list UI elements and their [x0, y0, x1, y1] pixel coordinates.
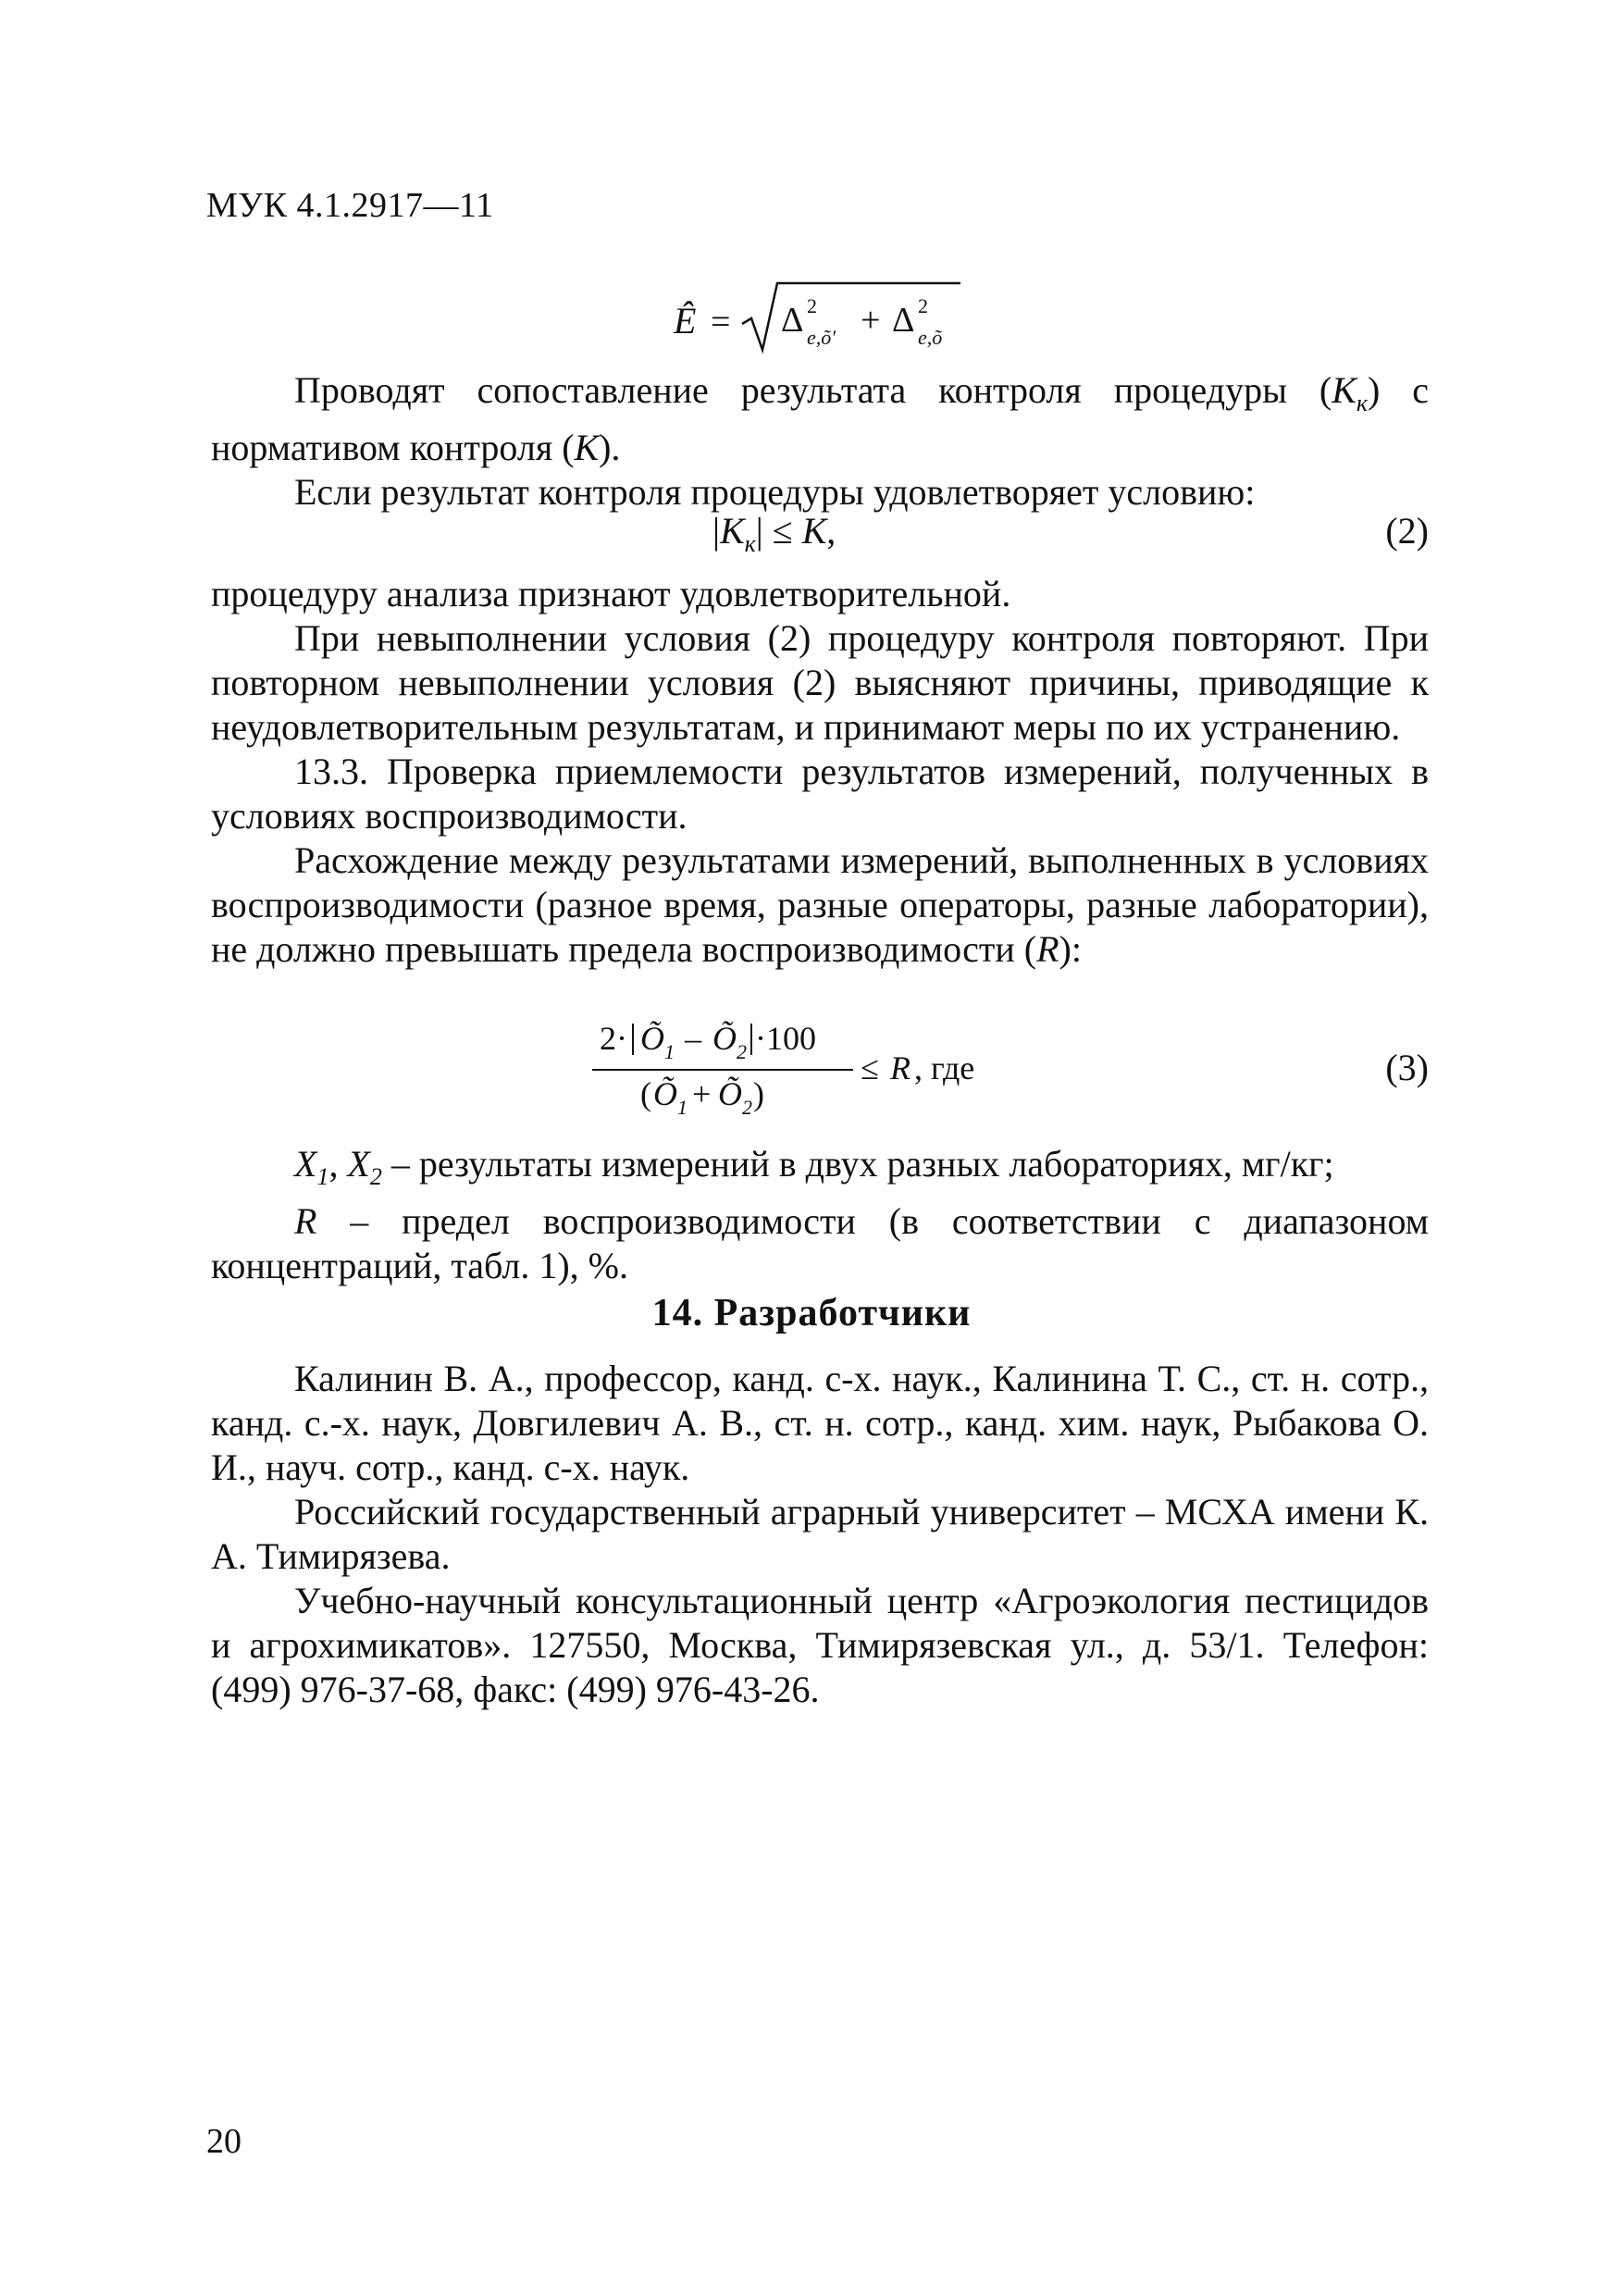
- equation-number-3: (3): [1385, 1047, 1429, 1088]
- paragraph-discrepancy: Расхождение между результатами измерений, выполненных в условиях воспроизводимости (разное время, разные операторы, разные лаборатории), не должно превышать предела воспроизводимости (R):: [211, 839, 1429, 970]
- formula3-o2-sub: 2: [737, 1040, 747, 1063]
- formula1-sup-2: 2: [918, 294, 928, 317]
- formula3-den-close: ): [753, 1075, 764, 1112]
- paragraph-13-3: 13.3. Проверка приемлемости результатов измерений, полученных в условиях воспроизводимости.: [211, 751, 1429, 837]
- text-block-1: [211, 368, 1429, 515]
- formula1-lhs: Ê: [674, 300, 697, 341]
- formula-error-estimate: [666, 276, 981, 359]
- text-block-3: [211, 1142, 1429, 1288]
- paragraph-university: Российский государственный аграрный университет – МСХА имени К. А. Тимирязева.: [211, 1491, 1429, 1577]
- paragraph-condition: Если результат контроля процедуры удовлетворяет условию:: [294, 471, 1256, 513]
- formula1-delta-2: Δ: [892, 301, 915, 340]
- formula3-den-o2-sub: 2: [742, 1096, 752, 1119]
- paragraph-r-definition: R – предел воспроизводимости (в соответствии с диапазоном концентраций, табл. 1), %.: [211, 1200, 1429, 1286]
- formula1-eq: =: [711, 303, 731, 341]
- equation-number-2: (2): [1385, 510, 1429, 552]
- section-title-developers: 14. Разработчики: [651, 1292, 972, 1334]
- paragraph-failure: При невыполнении условия (2) процедуру контроля повторяют. При повторном невыполнении условия (2) выясняют причины, приводящие к неудовлетворительным результатам, и принимают меры по их устранению.: [211, 617, 1429, 748]
- formula1-sub-1: е,õ′: [807, 326, 836, 349]
- text-block-developers: [211, 1357, 1429, 1712]
- paragraph-x-definition: $X_1$, $X_2$ – результаты измерений в двух разных лабораториях, мг/кг;: [294, 1143, 1334, 1190]
- document-code: МУК 4.1.2917—11: [206, 186, 494, 225]
- formula1-sup-1: 2: [807, 294, 817, 317]
- formula3-minus: –: [685, 1020, 701, 1057]
- formula3-num-suffix: ·100: [755, 1020, 816, 1057]
- formula3-den-o2: Õ: [718, 1075, 742, 1112]
- paragraph-center: Учебно-научный консультационный центр «Агроэкология пестицидов и агрохимикатов». 127550, Москва, Тимирязевская ул., д. 53/1. Телефон: (499) 976-37-68, факс: (499) 976-43-26.: [211, 1580, 1429, 1710]
- formula3-o2: Õ: [712, 1020, 737, 1057]
- paragraph-authors: Калинин В. А., профессор, канд. с-х. наук., Калинина Т. С., ст. н. сотр., канд. с.-х. наук, Довгилевич А. В., ст. н. сотр., канд. хим. наук, Рыбакова О. И., науч. сотр., канд. с-х. наук.: [211, 1358, 1429, 1488]
- formula3-den-o1-sub: 1: [677, 1096, 688, 1119]
- formula3-where: , где: [914, 1049, 975, 1086]
- formula3-o1-sub: 1: [664, 1040, 675, 1063]
- formula3-den-open: (: [640, 1075, 651, 1112]
- formula1-plus: +: [861, 301, 881, 340]
- formula3-den-o1: Õ: [653, 1075, 677, 1112]
- page-number: 20: [206, 2122, 242, 2161]
- formula-condition-2: $|К_к| \le К$,: [712, 510, 836, 557]
- formula-reproducibility-3: [588, 1009, 1014, 1129]
- formula3-o1: Õ: [640, 1020, 664, 1057]
- formula3-r: R: [890, 1049, 911, 1086]
- formula3-den-plus: +: [692, 1075, 712, 1112]
- formula1-sub-2: е,õ: [918, 326, 943, 349]
- paragraph-comparison: Проводят сопоставление результата контроля процедуры $(К_к)$ с нормативом контроля (К).: [211, 369, 1429, 468]
- text-block-2: [211, 572, 1429, 972]
- formula3-rel: ≤: [861, 1049, 879, 1086]
- formula3-num-prefix: 2·: [600, 1020, 627, 1057]
- paragraph-satisfactory: процедуру анализа признают удовлетворительной.: [211, 573, 1011, 614]
- formula1-delta-1: Δ: [781, 301, 804, 340]
